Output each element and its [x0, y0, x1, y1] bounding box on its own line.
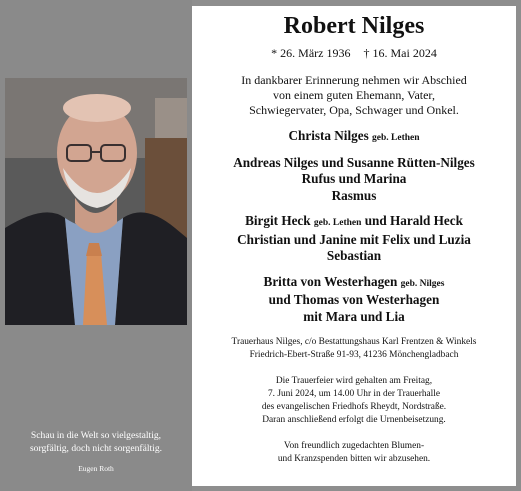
family-andreas	[192, 155, 516, 205]
family-name: Britta von Westerhagen	[263, 273, 398, 289]
family-line: Rasmus	[331, 187, 377, 203]
quote-block	[4, 430, 188, 476]
quote-line: sorgfältig, doch nicht sorgenfältig.	[29, 442, 163, 454]
farewell-text	[192, 73, 516, 118]
family-name: und Harald Heck	[364, 213, 463, 228]
obituary-card	[192, 6, 516, 486]
funeral-service-info	[192, 375, 516, 427]
service-line: des evangelischen Friedhofs Rheydt, Nordstraße.	[261, 402, 447, 412]
service-line: Daran anschließend erfolgt die Urnenbeisetzung.	[262, 415, 446, 425]
maiden-name: geb. Lethen	[313, 218, 362, 228]
family-line: mit Mara und Lia	[303, 308, 405, 324]
service-line: 7. Juni 2024, um 14.00 Uhr in der Trauerhalle	[267, 389, 441, 399]
address-line: Friedrich-Ebert-Straße 91-93, 41236 Mönchengladbach	[249, 350, 459, 360]
family-line: Sebastian	[326, 248, 382, 263]
farewell-line: In dankbarer Erinnerung nehmen wir Abschied	[241, 73, 467, 87]
family-name: Andreas Nilges und Susanne Rütten-Nilges	[233, 154, 475, 170]
family-widow	[192, 128, 516, 147]
family-line: Christian und Janine mit Felix und Luzia	[237, 231, 471, 247]
family-line: und Thomas von Westerhagen	[268, 292, 440, 307]
family-birgit	[192, 213, 516, 265]
maiden-name: geb. Nilges	[400, 278, 445, 289]
quote-line: Schau in die Welt so vielgestaltig,	[30, 430, 162, 441]
family-line: Rufus und Marina	[301, 171, 407, 186]
mourning-house-address	[192, 336, 516, 362]
service-line: Die Trauerfeier wird gehalten am Freitag,	[275, 376, 433, 386]
death-date: † 16. Mai 2024	[363, 46, 437, 60]
portrait-photo	[5, 78, 187, 325]
maiden-name: geb. Lethen	[372, 133, 420, 143]
family-name: Birgit Heck	[245, 213, 311, 228]
left-panel	[0, 0, 192, 491]
quote-author: Eugen Roth	[78, 464, 114, 473]
flowers-line: Von freundlich zugedachten Blumen-	[283, 441, 425, 451]
farewell-line: von einem guten Ehemann, Vater,	[273, 88, 435, 102]
life-dates	[192, 46, 516, 61]
flowers-note	[192, 440, 516, 466]
flowers-line: und Kranzspenden bitten wir abzusehen.	[277, 454, 431, 464]
birth-date: * 26. März 1936	[271, 46, 351, 60]
portrait-illustration	[5, 78, 187, 325]
farewell-line: Schwiegervater, Opa, Schwager und Onkel.	[249, 103, 459, 117]
family-name: Christa Nilges	[288, 128, 369, 143]
address-line: Trauerhaus Nilges, c/o Bestattungshaus Karl Frentzen & Winkels	[231, 337, 477, 347]
family-britta	[192, 274, 516, 326]
deceased-name: Robert Nilges	[283, 13, 425, 39]
